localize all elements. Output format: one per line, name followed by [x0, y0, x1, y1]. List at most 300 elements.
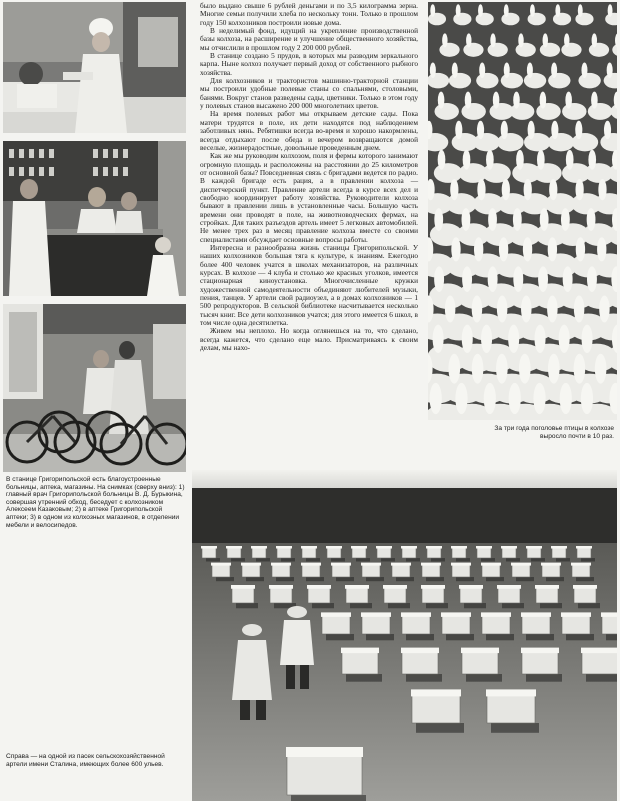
- beehive-lid: [481, 563, 501, 566]
- goose-neck: [504, 63, 510, 78]
- beehive: [327, 548, 341, 558]
- goose: [524, 73, 546, 88]
- beehive-lid: [421, 585, 445, 589]
- article-paragraph: В неделимый фонд, идущий на укрепление производственной базы колхоза, на расширение и улучшение общественного хозяйства, мы отчислили в прошлом году 2 200 000 рублей.: [200, 26, 418, 52]
- goose-neck: [481, 325, 492, 353]
- beehive-lid: [451, 563, 471, 566]
- beehive-lid: [307, 585, 331, 589]
- goose: [428, 13, 446, 26]
- goose: [572, 133, 599, 151]
- beehive: [212, 565, 230, 577]
- goose: [578, 73, 600, 88]
- hive-shadow: [526, 674, 562, 682]
- article-paragraph: Для колхозников и трактористов машинно-тракторной станции мы построили удобные полевые станы со спальнями, столовыми, банями. Вокруг станов разведены сады, цветники. Только в этом году у полевых станов высажено 200 000 многолетних цветов.: [200, 76, 418, 111]
- pharmacy-illustration: [3, 141, 186, 296]
- hive-shadow: [256, 558, 270, 562]
- hive-shadow: [306, 577, 324, 581]
- hive-shadow: [586, 674, 617, 682]
- article-paragraph: На время полевых работ мы открываем детские сады. Пока матери трудятся в поле, их дети находятся под наблюдением заботливых нянь. Ребятишки всегда во-время и хорошо накормлены, всегда отдыхают после обеда и вечером возвращаются домой веселые, жизнерадостные, довольные проведенным днем.: [200, 109, 418, 152]
- goose: [524, 133, 551, 151]
- hive-shadow: [516, 577, 534, 581]
- goose-neck: [533, 383, 545, 414]
- goose-neck: [543, 33, 548, 47]
- goose-neck: [599, 296, 610, 323]
- goose-neck: [478, 4, 483, 17]
- goose: [435, 103, 459, 120]
- beehive: [402, 652, 438, 674]
- goose-neck: [521, 296, 532, 323]
- goose-neck: [576, 237, 585, 261]
- goose-neck: [565, 92, 572, 109]
- beehive-lid: [226, 546, 242, 549]
- beehive: [242, 565, 260, 577]
- beehive-lid: [201, 546, 217, 549]
- hive-shadow: [346, 674, 382, 682]
- beehive: [462, 652, 498, 674]
- hive-shadow: [406, 674, 442, 682]
- beehive-lid: [391, 563, 411, 566]
- goose: [449, 73, 471, 88]
- goose-neck: [548, 237, 557, 261]
- goose: [501, 73, 523, 88]
- beehive: [487, 695, 535, 723]
- hive-shadow: [466, 674, 502, 682]
- hive-shadow: [366, 634, 394, 640]
- beehive: [377, 548, 391, 558]
- beehive: [527, 548, 541, 558]
- goose-neck: [575, 121, 582, 139]
- pharmacy-photo: [3, 141, 186, 296]
- beehive-lid: [601, 612, 617, 617]
- beehive-lid: [461, 648, 499, 654]
- goose: [461, 103, 485, 120]
- beehive-lid: [573, 585, 597, 589]
- goose: [501, 13, 519, 26]
- hive-shadow: [486, 634, 514, 640]
- goose-neck: [513, 266, 523, 292]
- goose-neck: [592, 33, 597, 47]
- beehive-lid: [251, 546, 267, 549]
- hive-shadow: [502, 603, 524, 608]
- goose-neck: [563, 266, 573, 292]
- beehive: [482, 565, 500, 577]
- store-illustration: [3, 304, 186, 472]
- goose-neck: [456, 4, 461, 17]
- goose: [463, 43, 483, 57]
- hive-shadow: [578, 603, 600, 608]
- goose: [476, 13, 494, 26]
- hive-shadow: [606, 634, 617, 640]
- goose: [548, 73, 570, 88]
- goose: [473, 133, 500, 151]
- goose-neck: [497, 296, 508, 323]
- beehive-lid: [551, 546, 567, 549]
- beehive: [572, 565, 590, 577]
- goose: [588, 103, 612, 120]
- goose-neck: [574, 296, 585, 323]
- hive-shadow: [576, 577, 594, 581]
- hive-shadow: [312, 603, 334, 608]
- beehive-lid: [345, 585, 369, 589]
- hive-shadow: [331, 558, 345, 562]
- goose: [446, 193, 477, 214]
- hive-shadow: [426, 603, 448, 608]
- goose-neck: [438, 92, 445, 109]
- goose-neck: [564, 33, 569, 47]
- hive-shadow: [388, 603, 410, 608]
- goose-neck: [527, 63, 533, 78]
- goose-neck: [604, 121, 611, 139]
- goose-neck: [591, 92, 598, 109]
- article-paragraph: Как же мы руководим колхозом, поля и фермы которого занимают огромную площадь и расположены на расстоянии до 25 километров от основной базы? Повседневная связь с бригадами ведется по радио. В каждой бригаде есть рация, а в правлении колхоза — диспетчерский пункт. Правление артели всегда в курсе всех дел и свободно координирует работу хозяйства. Руководители колхоза бывают в правлении лишь в установленные часы. Большую часть времени они проводят в поле, на животноводческих фермах, на стройках. Для таких разъездов артель имеет 5 легковых автомобилей. Не менее трех раз в месяц правление колхоза вместе со своими специалистами обсуждает основные вопросы работы.: [200, 151, 418, 244]
- beehive: [270, 588, 292, 603]
- goose-neck: [587, 266, 597, 292]
- geese-caption: За три года поголовье птицы в колхозе выросло почти в 10 раз.: [494, 425, 614, 440]
- goose-neck: [479, 63, 485, 78]
- beehive: [202, 548, 216, 558]
- goose-neck: [442, 33, 447, 47]
- goose-neck: [462, 208, 471, 231]
- goose-neck: [540, 92, 547, 109]
- hive-shadow: [336, 577, 354, 581]
- goose-neck: [445, 296, 456, 323]
- beehive: [422, 588, 444, 603]
- hive-shadow: [531, 558, 545, 562]
- goose-neck: [513, 208, 522, 231]
- hive-shadow: [546, 577, 564, 581]
- goose: [497, 133, 524, 151]
- beehive: [574, 588, 596, 603]
- beehive-lid: [535, 585, 559, 589]
- beehive-lid: [426, 546, 442, 549]
- goose-neck: [540, 208, 549, 231]
- hive-shadow: [426, 577, 444, 581]
- beehive: [277, 548, 291, 558]
- goose: [540, 43, 560, 57]
- goose-neck: [434, 266, 444, 292]
- geese-illustration: [428, 2, 617, 420]
- goose-neck: [433, 325, 444, 353]
- goose-neck: [524, 179, 532, 200]
- beehive-lid: [441, 612, 471, 617]
- hive-shadow: [406, 634, 434, 640]
- beehive-lid: [241, 563, 261, 566]
- goose-neck: [501, 121, 508, 139]
- goose-neck: [578, 4, 583, 17]
- goose: [510, 103, 534, 120]
- goose-neck: [561, 208, 570, 231]
- goose-neck: [566, 150, 574, 170]
- beehive: [452, 548, 466, 558]
- goose-neck: [548, 354, 560, 384]
- hive-shadow: [540, 603, 562, 608]
- goose-neck: [504, 4, 509, 17]
- goose-neck: [496, 354, 508, 384]
- goose-neck: [595, 354, 607, 384]
- goose-neck: [490, 33, 495, 47]
- goose-neck: [466, 33, 471, 47]
- goose-neck: [547, 296, 558, 323]
- goose-neck: [472, 296, 483, 323]
- goose-neck: [528, 121, 535, 139]
- beehive: [502, 548, 516, 558]
- beehive: [522, 652, 558, 674]
- hive-shadow: [481, 558, 495, 562]
- beehive: [362, 565, 380, 577]
- hive-shadow: [350, 603, 372, 608]
- hive-shadow: [431, 558, 445, 562]
- geese-flock-photo: [428, 2, 617, 420]
- beehive: [287, 755, 362, 795]
- hive-shadow: [566, 634, 594, 640]
- goose-neck: [581, 63, 587, 78]
- goose-neck: [450, 179, 458, 200]
- beehive-lid: [286, 747, 363, 757]
- beehive-lid: [383, 585, 407, 589]
- goose-neck: [582, 325, 593, 353]
- beehive: [477, 548, 491, 558]
- goose-neck: [523, 237, 532, 261]
- goose: [561, 43, 581, 57]
- goose-neck: [587, 208, 596, 231]
- goose: [434, 163, 463, 183]
- hive-shadow: [356, 558, 370, 562]
- beehive-lid: [411, 689, 461, 696]
- hive-shadow: [281, 558, 295, 562]
- beehive: [342, 652, 378, 674]
- beehive: [542, 565, 560, 577]
- beehive: [252, 548, 266, 558]
- beehive: [346, 588, 368, 603]
- goose-neck: [598, 179, 606, 200]
- goose-neck: [581, 383, 593, 414]
- beehive-lid: [486, 689, 536, 696]
- beehive: [362, 616, 390, 634]
- hive-shadow: [216, 577, 234, 581]
- hive-shadow: [246, 577, 264, 581]
- beehive: [482, 616, 510, 634]
- beehive: [512, 565, 530, 577]
- goose-neck: [575, 179, 583, 200]
- beehive: [452, 565, 470, 577]
- goose-neck: [508, 325, 519, 353]
- goose-neck: [537, 150, 545, 170]
- goose-neck: [607, 63, 613, 78]
- goose-neck: [477, 121, 484, 139]
- beehive-lid: [401, 612, 431, 617]
- beehive-lid: [501, 546, 517, 549]
- goose-neck: [516, 150, 524, 170]
- beehive: [332, 565, 350, 577]
- goose: [488, 43, 508, 57]
- beehive-lid: [351, 546, 367, 549]
- goose-neck: [551, 121, 558, 139]
- goose-neck: [448, 354, 460, 384]
- beehive: [308, 588, 330, 603]
- bicycle-store-photo: [3, 304, 186, 472]
- goose-neck: [452, 63, 458, 78]
- goose-neck: [549, 179, 557, 200]
- apiary-photo: [192, 470, 617, 801]
- goose-neck: [555, 4, 560, 17]
- hive-shadow: [456, 577, 474, 581]
- goose-neck: [434, 208, 443, 231]
- hospital-photo: [3, 2, 186, 133]
- hive-shadow: [464, 603, 486, 608]
- beehive-lid: [459, 585, 483, 589]
- goose-neck: [488, 208, 497, 231]
- beehive-lid: [521, 612, 551, 617]
- beehive-lid: [376, 546, 392, 549]
- beehive: [272, 565, 290, 577]
- goose-neck: [430, 63, 436, 78]
- beehive-lid: [331, 563, 351, 566]
- beehive-lid: [301, 546, 317, 549]
- goose-neck: [493, 92, 500, 109]
- goose-neck: [551, 63, 557, 78]
- beehive-lid: [571, 563, 591, 566]
- hive-shadow: [506, 558, 520, 562]
- goose-neck: [462, 325, 473, 353]
- hive-shadow: [291, 795, 366, 801]
- hive-shadow: [446, 634, 474, 640]
- hive-shadow: [581, 558, 595, 562]
- goose: [536, 103, 560, 120]
- beehive: [460, 588, 482, 603]
- goose-neck: [574, 354, 586, 384]
- beehive-lid: [421, 563, 441, 566]
- beehive-lid: [511, 563, 531, 566]
- hive-shadow: [206, 558, 220, 562]
- beehive-lid: [521, 648, 559, 654]
- goose-neck: [559, 325, 570, 353]
- beehive-lid: [451, 546, 467, 549]
- beehive-lid: [497, 585, 521, 589]
- goose-neck: [509, 383, 521, 414]
- beehive: [522, 616, 550, 634]
- beehive: [422, 565, 440, 577]
- article-paragraph: В станице создано 5 прудов, в которых мы разводим зеркального карпа. Ныне колхоз получает первый доход от собственного рыбного хозяйства.: [200, 51, 418, 77]
- goose-neck: [438, 150, 446, 170]
- goose-neck: [499, 237, 508, 261]
- goose: [548, 133, 575, 151]
- hive-shadow: [491, 723, 539, 733]
- goose: [589, 43, 609, 57]
- goose-neck: [486, 150, 494, 170]
- hive-shadow: [381, 558, 395, 562]
- hive-shadow: [456, 558, 470, 562]
- goose: [528, 13, 546, 26]
- beehive-lid: [321, 612, 351, 617]
- goose-neck: [538, 266, 548, 292]
- beehive-lid: [361, 563, 381, 566]
- beehive: [322, 616, 350, 634]
- beehive: [498, 588, 520, 603]
- beehive: [302, 565, 320, 577]
- hive-shadow: [406, 558, 420, 562]
- goose: [545, 193, 576, 214]
- hospital-illustration: [3, 2, 186, 133]
- goose-neck: [472, 354, 484, 384]
- goose-neck: [430, 4, 435, 17]
- goose-neck: [463, 150, 471, 170]
- beehive-lid: [341, 648, 379, 654]
- hive-shadow: [276, 577, 294, 581]
- beehive: [536, 588, 558, 603]
- beehive-lid: [481, 612, 511, 617]
- goose-neck: [597, 237, 606, 261]
- beehive: [562, 616, 590, 634]
- goose: [562, 103, 586, 120]
- goose-neck: [455, 383, 467, 414]
- goose: [575, 13, 593, 26]
- beehive: [384, 588, 406, 603]
- goose-neck: [484, 383, 496, 414]
- beehive-lid: [326, 546, 342, 549]
- goose: [553, 13, 571, 26]
- beehive: [602, 616, 617, 634]
- goose: [516, 43, 536, 57]
- article-paragraph: было выдано свыше 6 рублей деньгами и по 3,5 килограмма зерна. Многие семьи получили хлеба по нескольку тонн. Только в прошлом году 150 колхозников построили новые дома.: [200, 1, 418, 27]
- beehive-lid: [526, 546, 542, 549]
- goose-neck: [518, 33, 523, 47]
- beehive-lid: [581, 648, 617, 654]
- goose-neck: [530, 4, 535, 17]
- beehive: [352, 548, 366, 558]
- goose-neck: [477, 179, 485, 200]
- goose-neck: [474, 237, 483, 261]
- beehive: [392, 565, 410, 577]
- beehive-lid: [561, 612, 591, 617]
- goose-neck: [430, 383, 442, 414]
- beehive-lid: [541, 563, 561, 566]
- goose-neck: [488, 266, 498, 292]
- hive-shadow: [416, 723, 464, 733]
- apiary-caption: Справа — на одной из пасек сельскохозяйственной артели имени Сталина, имеющих более 600 ульев.: [6, 753, 165, 768]
- apiary-illustration: [192, 470, 617, 801]
- beehive: [402, 616, 430, 634]
- goose-neck: [519, 354, 531, 384]
- hive-shadow: [366, 577, 384, 581]
- beehive: [552, 548, 566, 558]
- hive-shadow: [236, 603, 258, 608]
- beehive-lid: [276, 546, 292, 549]
- beehive: [442, 616, 470, 634]
- beehive-lid: [576, 546, 592, 549]
- beehive: [402, 548, 416, 558]
- goose: [476, 73, 498, 88]
- goose: [439, 43, 459, 57]
- beehive-lid: [401, 648, 439, 654]
- beehive-lid: [271, 563, 291, 566]
- goose: [453, 13, 471, 26]
- beehive: [582, 652, 617, 674]
- goose-neck: [608, 4, 613, 17]
- beehive: [227, 548, 241, 558]
- hive-shadow: [231, 558, 245, 562]
- hive-shadow: [556, 558, 570, 562]
- goose-neck: [462, 266, 472, 292]
- beehive-lid: [269, 585, 293, 589]
- beehive: [232, 588, 254, 603]
- beehive-lid: [231, 585, 255, 589]
- article-text: [200, 2, 418, 352]
- goose-neck: [588, 150, 596, 170]
- beehive-lid: [401, 546, 417, 549]
- hive-shadow: [306, 558, 320, 562]
- beehive-lid: [476, 546, 492, 549]
- goose-neck: [502, 179, 510, 200]
